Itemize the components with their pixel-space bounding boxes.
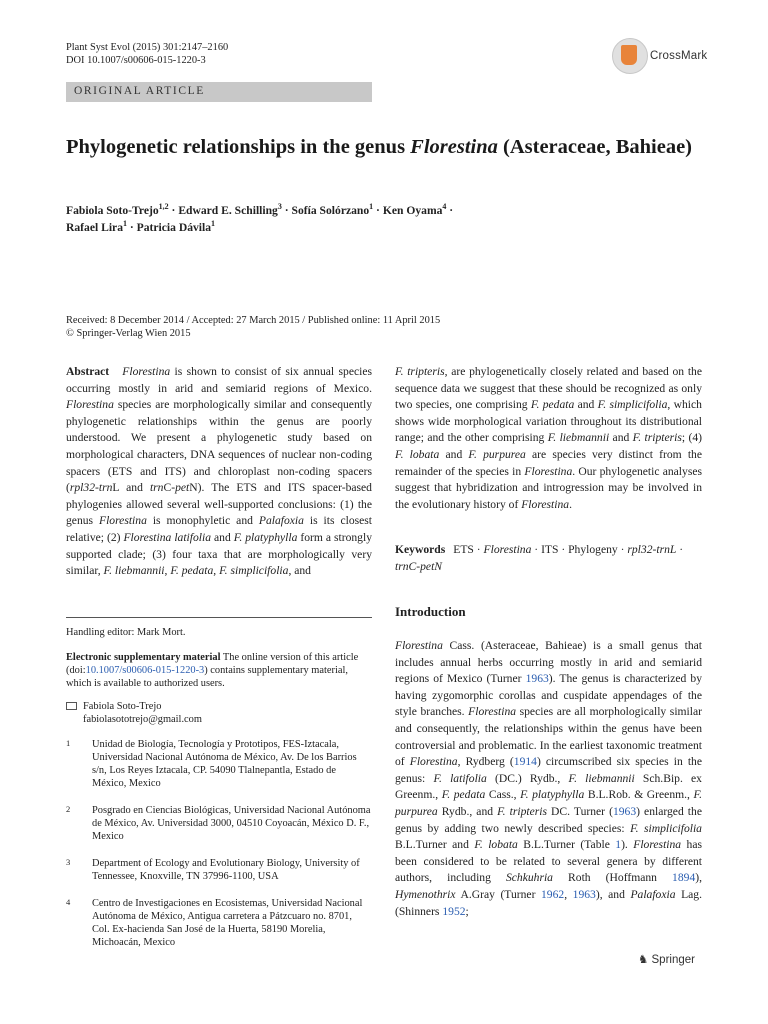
keyword: trnC-petN (395, 559, 443, 573)
citation-link[interactable]: 1914 (513, 755, 537, 769)
citation-link[interactable]: 1894 (672, 871, 696, 885)
affiliation-num: 3 (66, 857, 71, 867)
intro-text: A.Gray (Turner (455, 887, 541, 901)
abstract-text: are species very distinct from the remainder of the species in (395, 447, 703, 478)
esm-text: ) contains supplementary material, which is available to authorized users. (66, 665, 348, 689)
citation-link[interactable]: 1962 (541, 887, 565, 901)
abstract-text: Florestina (66, 398, 114, 412)
abstract-text: F. purpurea (468, 447, 526, 461)
affiliation-item (66, 857, 372, 883)
intro-text: Palafoxia (630, 887, 676, 901)
citation-link[interactable]: 1963 (612, 804, 637, 818)
citation-link[interactable]: 1963 (572, 887, 596, 901)
envelope-icon (66, 702, 77, 710)
article-title (66, 135, 716, 159)
intro-text: F. lobata (474, 838, 518, 852)
abstract-text: C- (163, 481, 176, 495)
copyright: © Springer-Verlag Wien 2015 (66, 328, 191, 339)
title-part: (Asteraceae, Bahieae) (497, 136, 692, 158)
abstract-text: and (211, 530, 234, 544)
corr-name: Fabiola Soto-Trejo (83, 701, 162, 712)
esm-label: Electronic supplementary material (66, 652, 221, 663)
author-affiliation-ref: 1 (211, 219, 216, 229)
affiliation-num: 1 (66, 738, 71, 748)
intro-text: B.L.Turner (Table (517, 838, 616, 852)
intro-text: ), (695, 871, 702, 885)
intro-text: F. purpurea (395, 788, 702, 818)
abstract-text: and (439, 447, 469, 461)
keyword: ETS · (453, 543, 484, 556)
journal-line-1: Plant Syst Evol (2015) 301:2147–2160 (66, 42, 229, 53)
abstract-text: , are phylogenetically closely related and based on the sequence data we suggest that these should be recognized as only two species, one comprising (395, 365, 702, 412)
abstract-text: form a strongly supported clade; (3) four taxa that are morphologically very similar, (66, 530, 372, 578)
intro-text: DC. Turner ( (547, 804, 613, 818)
publisher-name: Springer (651, 954, 695, 966)
intro-text: F. platyphylla (520, 788, 585, 802)
citation-link[interactable]: 1952 (442, 904, 466, 918)
affiliations (66, 738, 372, 963)
abstract-text: is shown to consist of six annual species occurring mostly in arid and semiarid regions of Mexico. (66, 365, 372, 395)
intro-text: F. tripteris (497, 804, 547, 818)
abstract-text: , (164, 564, 171, 578)
intro-text: Lag. (Shinners (395, 887, 703, 918)
intro-text: Roth (Hoffmann (552, 871, 673, 885)
author-affiliation-ref: 1 (369, 202, 374, 212)
article-dates (66, 314, 706, 340)
author-affiliation-ref: 1 (123, 219, 127, 229)
abstract-text: F. pedata (530, 398, 575, 412)
intro-text: F. latifolia (433, 771, 487, 785)
intro-text: ) enlarged the genus by adding two newly described species: (395, 804, 702, 835)
author-list: Fabiola Soto-Trejo$^{1,2}$ · Edward E. Schilling$^3$ · Sofía Solórzano$^1$ · Ken Oyama$^4$ · Rafael Lira$^1$ · Patricia Dávila$^1$ (66, 202, 454, 234)
abstract-text: Florestina (122, 365, 171, 378)
intro-text: F. pedata (441, 788, 486, 802)
intro-text: , Rydberg ( (457, 755, 514, 769)
intro-text: ; (465, 904, 469, 918)
abstract-text: Palafoxia (258, 514, 304, 528)
affiliation-item (66, 897, 372, 949)
table-link[interactable]: 1 (615, 838, 622, 852)
intro-text: ). The genus is characterized by having zygomorphic corollas and cuspidate appendages of the style branches. (395, 672, 702, 719)
abstract-text: pet (175, 481, 190, 495)
affiliation-text: Unidad de Biología, Tecnología y Prototipos, FES-Iztacala, Universidad Nacional Autónoma de México, Av. De los Barrios s/n, Los Reyes Iztacala, CP. 54090 Tlalnepantla, Estado de México, Mexico (92, 739, 357, 789)
abstract-text: F. pedata (170, 564, 214, 578)
affiliation-text: Posgrado en Ciencias Biológicas, Universidad Nacional Autónoma de México, Av. Universidad 3000, 04510 Coyoacán, México D. F., Mexico (92, 805, 371, 842)
supplementary-note (66, 651, 372, 690)
intro-text: B.L.Rob. & Greenm., (584, 788, 694, 802)
intro-text: Florestina (395, 639, 443, 652)
citation-link[interactable]: 1963 (525, 672, 549, 686)
abstract-text: Florestina latifolia (123, 530, 212, 544)
springer-horse-icon: ♞ (638, 954, 649, 966)
abstract-left (66, 364, 372, 580)
intro-text: Schkuhria (505, 871, 553, 885)
crossmark-label: CrossMark (650, 50, 708, 62)
received-accepted-published: Received: 8 December 2014 / Accepted: 27 March 2015 / Published online: 11 April 2015 (66, 315, 441, 326)
intro-text: ) circumscribed six species in the genus: (395, 755, 703, 785)
author-name[interactable]: Sofía Solórzano (291, 204, 370, 217)
keywords (395, 542, 702, 575)
abstract-text: Florestina (99, 514, 147, 528)
abstract-text: F. simplicifolia (597, 398, 668, 412)
intro-text: Florestina (468, 705, 517, 719)
handling-editor: Handling editor: Mark Mort. (66, 627, 186, 638)
crossmark-badge[interactable] (612, 38, 722, 78)
intro-text: has been considered to be related to several genera by different authors, including (395, 838, 702, 885)
author-affiliation-ref: 4 (442, 202, 447, 212)
author-name[interactable]: Ken Oyama (382, 204, 443, 217)
journal-citation (66, 41, 228, 67)
abstract-text: , which shows wide morphological variation throughout its distributional range; and the other comprising (395, 398, 702, 445)
abstract-text: is monophyletic and (146, 514, 259, 528)
author-name[interactable]: Rafael Lira (66, 221, 123, 234)
intro-text: Hymenothrix (395, 887, 456, 901)
abstract-text: rpl32-trn (69, 481, 113, 495)
abstract-text: F. simplicifolia (219, 564, 289, 578)
intro-text: (DC.) Rydb., (486, 771, 569, 785)
author-name[interactable]: Patricia Dávila (136, 221, 212, 234)
abstract-text: Florestina (521, 497, 570, 511)
abstract-text: ; (4) (681, 431, 702, 445)
abstract-text: F. lobata (395, 447, 440, 461)
title-genus: Florestina (410, 136, 498, 158)
abstract-text: and (574, 398, 598, 412)
corresponding-author (66, 700, 372, 726)
keyword: rpl32-trnL (627, 543, 677, 556)
intro-text: Cass. (Asteraceae, Bahieae) is a small genus that includes annual herbs occurring mostly in arid and semiarid regions of Mexico (Turner (395, 639, 702, 686)
intro-text: ), and (595, 887, 631, 901)
author-affiliation-ref: 3 (277, 202, 282, 212)
abstract-text: is its closest relative; (2) (66, 514, 373, 544)
intro-text: , (564, 887, 573, 901)
abstract-text: F. platyphylla (233, 530, 298, 544)
affiliation-item (66, 738, 372, 790)
intro-text: Florestina (409, 755, 458, 769)
author-name[interactable]: Fabiola Soto-Trejo (66, 204, 159, 217)
introduction-text (395, 638, 702, 920)
abstract-text: species are morphologically similar and consequently phylogenetic relationships within the genus are poorly understood. We present a phylogenetic study based on morphological characters, DNA sequences of nuclear non-coding spacers (ETS and ITS) and chloroplast non-coding spacers ( (66, 398, 372, 495)
keywords-label: Keywords (395, 543, 446, 556)
article-type-label: ORIGINAL ARTICLE (74, 85, 205, 97)
abstract-text: . (569, 497, 572, 511)
intro-text: F. liebmannii (568, 771, 635, 785)
esm-text: The online version of this article (doi: (66, 652, 359, 676)
abstract-text: , and (288, 564, 311, 578)
journal-doi: DOI 10.1007/s00606-015-1220-3 (66, 55, 206, 66)
abstract-text: F. liebmannii (547, 431, 610, 445)
intro-text: Sch.Bip. ex Greenm., (395, 771, 702, 802)
crossmark-icon (612, 38, 648, 74)
intro-text: F. simplicifolia (630, 821, 702, 835)
keyword: Florestina (483, 543, 532, 556)
affiliation-text: Centro de Investigaciones en Ecosistemas, Universidad Nacional Autónoma de México, Antigua carretera a Pátzcuaro no. 8701, Col. Ex-hacienda San José de la Huerta, 58190 Morelia, Michoacán, Mexico (92, 898, 363, 948)
abstract-right (395, 364, 702, 513)
abstract-text: F. tripteris (395, 365, 445, 378)
intro-text: Florestina (633, 838, 682, 852)
abstract-label: Abstract (66, 365, 110, 378)
abstract-text: Florestina (524, 464, 573, 478)
keyword: · ITS · Phylogeny · (531, 543, 628, 556)
intro-text: ). (621, 838, 634, 852)
section-heading-introduction: Introduction (395, 604, 466, 619)
article-type-banner (66, 82, 372, 102)
affiliation-item (66, 804, 372, 843)
affiliation-num: 4 (66, 897, 71, 907)
intro-text: species are all morphologically similar and consequently, the relationships within the genus have been controversial and problematic. In the earliest taxonomic treatment of (395, 705, 703, 769)
author-name[interactable]: Edward E. Schilling (178, 204, 278, 217)
intro-text: Rydb., and (437, 804, 498, 818)
abstract-text: . Our phylogenetic analyses suggest that hybridization and introgression may be involved in the evolutionary history of (395, 464, 702, 511)
keyword: · (676, 543, 684, 556)
esm-doi-link[interactable]: 10.1007/s00606-015-1220-3 (85, 665, 205, 676)
footnote-divider (66, 617, 372, 618)
abstract-text: and (609, 431, 633, 445)
title-part: Phylogenetic relationships in the genus (66, 136, 411, 158)
affiliation-text: Department of Ecology and Evolutionary Biology, University of Tennessee, Knoxville, TN 37996-1100, USA (92, 858, 360, 882)
corr-email[interactable]: fabiolasototrejo@gmail.com (83, 714, 202, 725)
abstract-text: N). The ETS and ITS spacer-based phylogenies allowed several well-supported conclusions: (1) the genus (66, 481, 372, 528)
intro-text: B.L.Turner and (395, 838, 475, 852)
affiliation-num: 2 (66, 804, 71, 814)
abstract-text: F. liebmannii (103, 564, 165, 578)
publisher-logo (638, 952, 695, 966)
intro-text: Cass., (485, 788, 521, 802)
author-affiliation-ref: 1,2 (158, 202, 169, 212)
abstract-text: F. tripteris (632, 431, 682, 445)
abstract-text: trn (149, 481, 164, 495)
abstract-text: , (213, 564, 220, 578)
abstract-text: L and (112, 481, 150, 495)
